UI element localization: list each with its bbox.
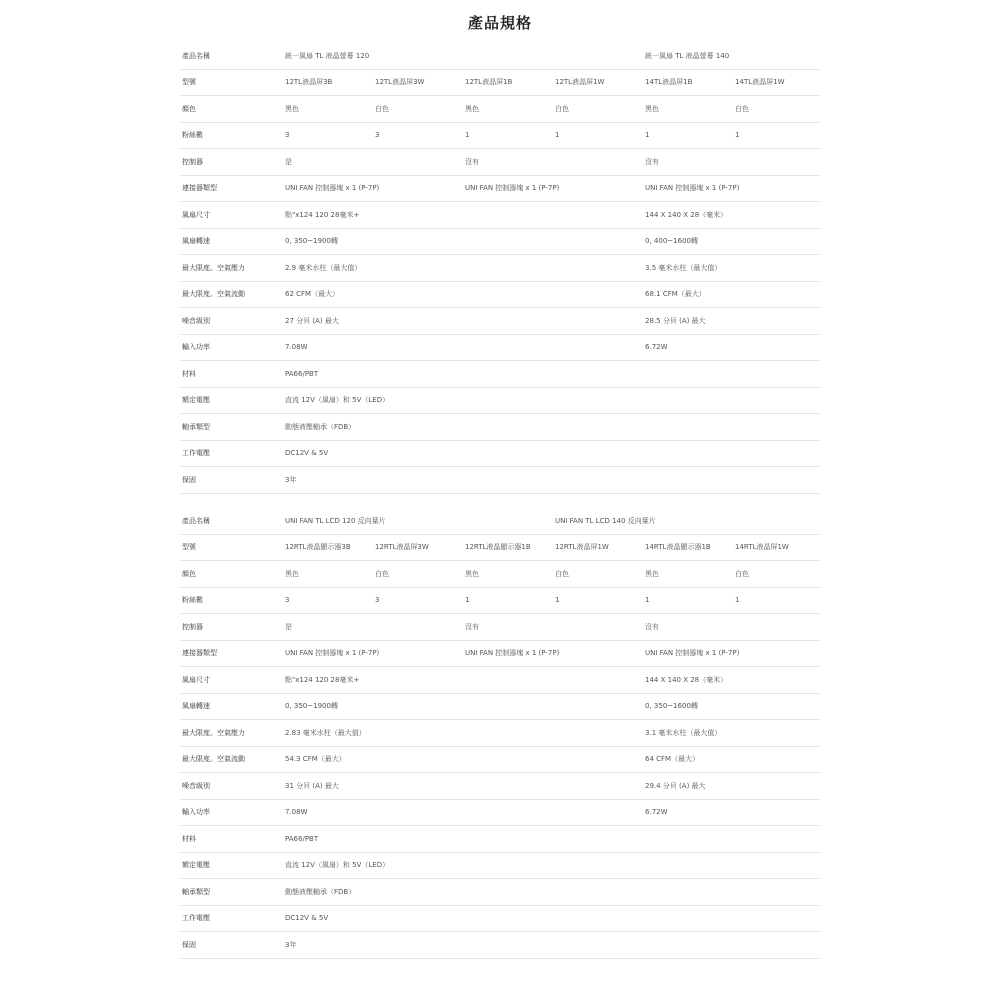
- spec-row: [180, 561, 820, 588]
- spec-value: 黑色: [281, 561, 371, 588]
- spec-row: [180, 799, 820, 826]
- spec-value: 6.72W: [641, 334, 820, 361]
- spec-row: [180, 720, 820, 747]
- spec-value: 0, 350~1600轉: [641, 693, 820, 720]
- spec-value: 沒有: [641, 614, 820, 641]
- spec-label: 最大限度。空氣流動: [180, 281, 281, 308]
- spec-value: 14RTL液晶屏1W: [731, 534, 820, 561]
- spec-value: 3年: [281, 932, 820, 959]
- spec-value: 64 CFM（最大）: [641, 746, 820, 773]
- spec-row: [180, 614, 820, 641]
- spec-row: [180, 905, 820, 932]
- spec-label: 粉絲數: [180, 587, 281, 614]
- spec-value: 動態液壓軸承（FDB）: [281, 414, 820, 441]
- spec-label: 最大限度。空氣壓力: [180, 255, 281, 282]
- spec-row: [180, 96, 820, 123]
- spec-label: 產品名稱: [180, 43, 281, 69]
- spec-value: 2.83 毫米水柱（最大值）: [281, 720, 641, 747]
- spec-value: 白色: [551, 96, 641, 123]
- spec-row: [180, 228, 820, 255]
- spec-value: 點"x124 120 28毫米+: [281, 667, 641, 694]
- spec-value: 1: [551, 587, 641, 614]
- spec-value: 27 分貝 (A) 最大: [281, 308, 641, 335]
- spec-row: [180, 879, 820, 906]
- spec-label: 材料: [180, 361, 281, 388]
- spec-row: [180, 508, 820, 534]
- spec-value: UNI FAN 控制器塊 x 1 (P-7P): [281, 640, 461, 667]
- spec-value: 統一風扇 TL 液晶螢幕 140: [641, 43, 820, 69]
- spec-label: 產品名稱: [180, 508, 281, 534]
- spec-value: 14TL液晶屏1W: [731, 69, 820, 96]
- spec-row: [180, 534, 820, 561]
- spec-label: 材料: [180, 826, 281, 853]
- spec-value: 6.72W: [641, 799, 820, 826]
- spec-value: 7.08W: [281, 799, 641, 826]
- spec-value: 3: [371, 587, 461, 614]
- spec-label: 粉絲數: [180, 122, 281, 149]
- spec-label: 風扇尺寸: [180, 202, 281, 229]
- spec-row: [180, 414, 820, 441]
- spec-row: [180, 932, 820, 959]
- spec-value: 點"x124 120 28毫米+: [281, 202, 641, 229]
- spec-value: 12TL液晶屏1W: [551, 69, 641, 96]
- spec-value: 白色: [731, 561, 820, 588]
- spec-row: [180, 308, 820, 335]
- spec-value: UNI FAN 控制器塊 x 1 (P-7P): [461, 640, 641, 667]
- spec-value: 動態液壓軸承（FDB）: [281, 879, 820, 906]
- spec-label: 連接器類型: [180, 640, 281, 667]
- spec-value: 12TL液晶屏3B: [281, 69, 371, 96]
- spec-value: 144 X 140 X 28（毫米）: [641, 667, 820, 694]
- spec-value: 1: [461, 587, 551, 614]
- spec-label: 額定電壓: [180, 387, 281, 414]
- spec-value: 12RTL液晶屏3W: [371, 534, 461, 561]
- spec-value: 白色: [551, 561, 641, 588]
- spec-value: DC12V & 5V: [281, 440, 820, 467]
- spec-row: [180, 826, 820, 853]
- spec-value: DC12V & 5V: [281, 905, 820, 932]
- spec-row: [180, 255, 820, 282]
- spec-value: PA66/PBT: [281, 826, 820, 853]
- spec-label: 最大限度。空氣壓力: [180, 720, 281, 747]
- spec-label: 型號: [180, 69, 281, 96]
- spec-value: UNI FAN 控制器塊 x 1 (P-7P): [281, 175, 461, 202]
- spec-value: 0, 350~1900轉: [281, 228, 641, 255]
- spec-row: [180, 361, 820, 388]
- spec-value: 28.5 分貝 (A) 最大: [641, 308, 820, 335]
- spec-value: UNI FAN 控制器塊 x 1 (P-7P): [641, 640, 820, 667]
- spec-table-tl-lcd: [180, 43, 820, 494]
- spec-value: 54.3 CFM（最大）: [281, 746, 641, 773]
- spec-row: [180, 122, 820, 149]
- spec-value: 1: [641, 122, 731, 149]
- spec-label: 風扇尺寸: [180, 667, 281, 694]
- spec-label: 軸承類型: [180, 414, 281, 441]
- spec-value: 直流 12V（風扇）和 5V（LED）: [281, 387, 820, 414]
- spec-row: [180, 43, 820, 69]
- spec-value: 白色: [371, 96, 461, 123]
- spec-row: [180, 149, 820, 176]
- spec-row: [180, 587, 820, 614]
- spec-label: 控制器: [180, 149, 281, 176]
- spec-row: [180, 640, 820, 667]
- spec-value: 12RTL液晶顯示器3B: [281, 534, 371, 561]
- spec-label: 型號: [180, 534, 281, 561]
- spec-label: 軸承類型: [180, 879, 281, 906]
- spec-value: 3: [281, 122, 371, 149]
- spec-value: 黑色: [461, 96, 551, 123]
- spec-value: 黑色: [281, 96, 371, 123]
- spec-row: [180, 202, 820, 229]
- spec-value: 1: [731, 587, 820, 614]
- spec-value: 12TL液晶屏3W: [371, 69, 461, 96]
- spec-value: 1: [731, 122, 820, 149]
- spec-value: 統一風扇 TL 液晶螢幕 120: [281, 43, 641, 69]
- spec-row: [180, 852, 820, 879]
- page-title: 產品規格: [467, 14, 532, 32]
- spec-label: 保固: [180, 467, 281, 494]
- spec-label: 控制器: [180, 614, 281, 641]
- spec-label: 顏色: [180, 96, 281, 123]
- spec-value: 黑色: [641, 96, 731, 123]
- spec-label: 額定電壓: [180, 852, 281, 879]
- spec-value: 3: [371, 122, 461, 149]
- spec-label: 噪音級別: [180, 773, 281, 800]
- spec-value: 黑色: [461, 561, 551, 588]
- spec-table-reverse-blade: [180, 508, 820, 959]
- spec-value: 沒有: [641, 149, 820, 176]
- spec-row: [180, 334, 820, 361]
- spec-row: [180, 467, 820, 494]
- spec-value: 3: [281, 587, 371, 614]
- spec-value: 0, 400~1600轉: [641, 228, 820, 255]
- spec-label: 工作電壓: [180, 905, 281, 932]
- spec-value: 12RTL液晶屏1W: [551, 534, 641, 561]
- spec-value: 沒有: [461, 149, 641, 176]
- spec-value: 沒有: [461, 614, 641, 641]
- spec-label: 輸入功率: [180, 334, 281, 361]
- spec-value: 1: [641, 587, 731, 614]
- spec-row: [180, 693, 820, 720]
- spec-value: UNI FAN 控制器塊 x 1 (P-7P): [461, 175, 641, 202]
- spec-row: [180, 281, 820, 308]
- spec-row: [180, 667, 820, 694]
- spec-row: [180, 773, 820, 800]
- spec-label: 風扇轉速: [180, 228, 281, 255]
- spec-value: 白色: [731, 96, 820, 123]
- spec-value: 黑色: [641, 561, 731, 588]
- spec-label: 最大限度。空氣流動: [180, 746, 281, 773]
- spec-value: 144 X 140 X 28（毫米）: [641, 202, 820, 229]
- spec-value: 3.5 毫米水柱（最大值）: [641, 255, 820, 282]
- spec-row: [180, 387, 820, 414]
- spec-value: 0, 350~1900轉: [281, 693, 641, 720]
- spec-row: [180, 746, 820, 773]
- spec-value: 12TL液晶屏1B: [461, 69, 551, 96]
- spec-value: UNI FAN TL LCD 140 反向葉片: [551, 508, 820, 534]
- spec-value: PA66/PBT: [281, 361, 820, 388]
- spec-label: 顏色: [180, 561, 281, 588]
- spec-value: 3.1 毫米水柱（最大值）: [641, 720, 820, 747]
- spec-row: [180, 69, 820, 96]
- spec-value: 1: [461, 122, 551, 149]
- spec-value: 白色: [371, 561, 461, 588]
- spec-value: UNI FAN TL LCD 120 反向葉片: [281, 508, 551, 534]
- spec-label: 噪音級別: [180, 308, 281, 335]
- spec-value: 2.9 毫米水柱（最大值）: [281, 255, 641, 282]
- spec-value: 29.4 分貝 (A) 最大: [641, 773, 820, 800]
- spec-label: 連接器類型: [180, 175, 281, 202]
- spec-row: [180, 440, 820, 467]
- spec-label: 工作電壓: [180, 440, 281, 467]
- spec-value: 14TL液晶屏1B: [641, 69, 731, 96]
- spec-value: 是: [281, 149, 461, 176]
- spec-value: 1: [551, 122, 641, 149]
- spec-value: UNI FAN 控制器塊 x 1 (P-7P): [641, 175, 820, 202]
- spec-value: 3年: [281, 467, 820, 494]
- spec-value: 是: [281, 614, 461, 641]
- spec-label: 保固: [180, 932, 281, 959]
- spec-row: [180, 175, 820, 202]
- spec-value: 62 CFM（最大）: [281, 281, 641, 308]
- spec-label: 輸入功率: [180, 799, 281, 826]
- spec-value: 14RTL液晶顯示器1B: [641, 534, 731, 561]
- spec-value: 31 分貝 (A) 最大: [281, 773, 641, 800]
- spec-value: 68.1 CFM（最大）: [641, 281, 820, 308]
- spec-value: 直流 12V（風扇）和 5V（LED）: [281, 852, 820, 879]
- spec-value: 7.08W: [281, 334, 641, 361]
- spec-value: 12RTL液晶顯示器1B: [461, 534, 551, 561]
- spec-label: 風扇轉速: [180, 693, 281, 720]
